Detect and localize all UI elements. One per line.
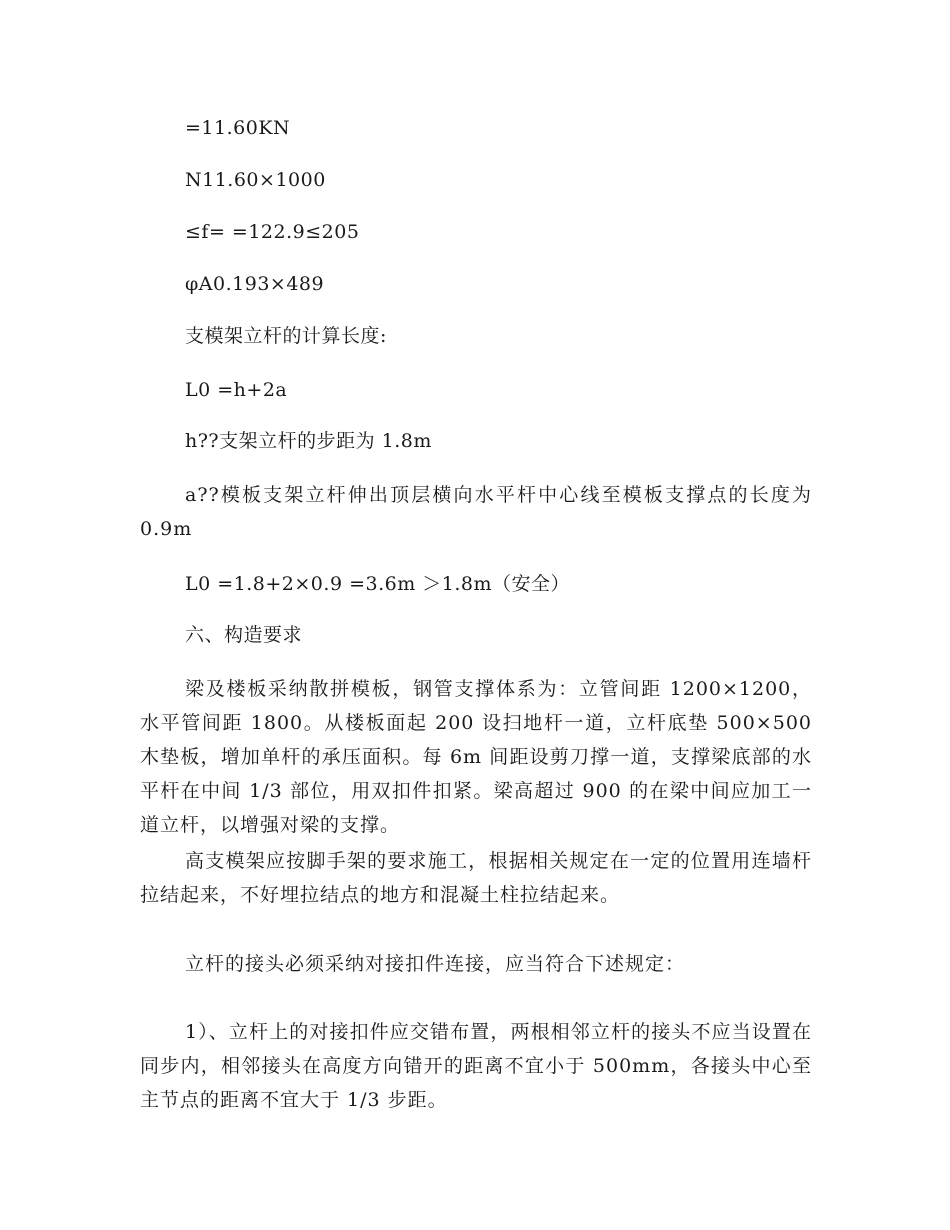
formula-line-denominator: φA0.193×489 [185,273,325,295]
section-heading: 六、构造要求 [185,624,303,646]
l0-formula: L0 =h+2a [185,379,288,401]
a-definition: a??模板支架立杆伸出顶层横向水平杆中心线至模板支撑点的长度为 0.9m [140,484,812,540]
paragraph-beam-support: 梁及楼板采纳散拼模板，钢管支撑体系为：立管间距 1200×1200，水平管间距 1800。从楼板面起 200 设扫地杆一道，立杆底垫 500×500 木垫板，增加单杆的承压面积。每 6m 间距设剪刀撑一道，支撑梁底部的水平杆在中间 1/3 部位，用双扣件扣紧。梁高超过 900 的在梁中间应加工一道立杆，以增强对梁的支撑。 [140,678,812,836]
paragraph-rule-1: 1）、立杆上的对接扣件应交错布置，两根相邻立杆的接头不应当设置在同步内，相邻接头在高度方向错开的距离不宜小于 500mm，各接头中心至主节点的距离不宜大于 1/3 步距。 [140,1021,812,1111]
paragraph-high-formwork: 高支模架应按脚手架的要求施工，根据相关规定在一定的位置用连墙杆拉结起来，不好埋拉结点的地方和混凝土柱拉结起来。 [140,850,812,906]
calc-length-heading: 支模架立杆的计算长度: [185,325,387,347]
l0-result: L0 =1.8+2×0.9 =3.6m ＞1.8m（安全） [185,573,570,595]
h-definition: h??支架立杆的步距为 1.8m [185,430,432,452]
formula-line-force: =11.60KN [185,117,291,139]
formula-line-stress-check: ≤f= =122.9≤205 [185,221,360,243]
paragraph-joint-rules: 立杆的接头必须采纳对接扣件连接，应当符合下述规定： [185,953,686,975]
formula-line-numerator: N11.60×1000 [185,169,326,191]
